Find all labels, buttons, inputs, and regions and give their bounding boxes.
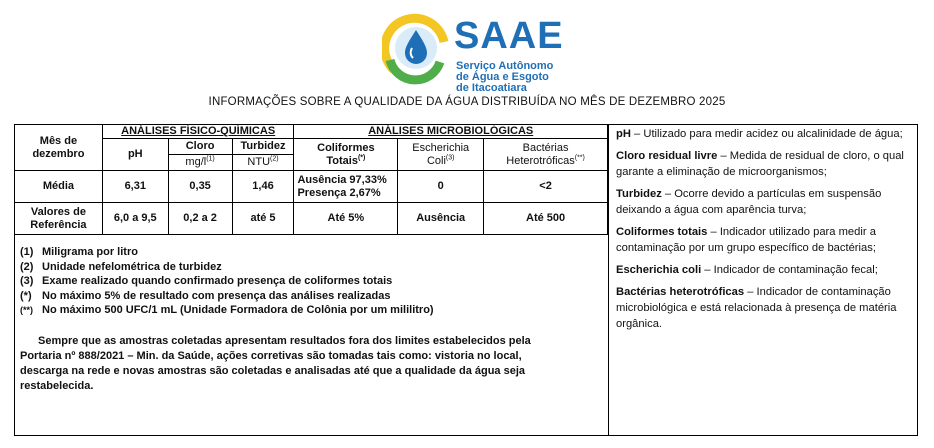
footnote-item (20, 274, 600, 289)
definition-term: pH (616, 128, 631, 140)
ref-bact: Até 500 (484, 203, 608, 235)
media-ecoli: 0 (398, 171, 484, 203)
bact-header-line2 (487, 155, 604, 168)
footnote-text: No máximo 5% de resultado com presença das análises realizadas (42, 289, 391, 302)
ref-label-line: Valores de (30, 205, 86, 218)
media-coliformes-ausencia: Ausência 97,33% (297, 173, 387, 186)
ecoli-header (398, 139, 484, 171)
footnote-text: No máximo 500 UFC/1 mL (Unidade Formadora de Colônia por um mililitro) (42, 304, 434, 316)
footnote-item (20, 245, 600, 260)
footnote-key: (2) (20, 260, 34, 273)
definition-item (616, 224, 911, 256)
media-cloro: 0,35 (168, 171, 232, 203)
definition-item (616, 186, 911, 218)
saae-logo (382, 8, 572, 94)
coliformes-header-line2 (297, 155, 394, 168)
ref-ecoli: Ausência (398, 203, 484, 235)
footnote-text: Unidade nefelométrica de turbidez (42, 260, 222, 273)
footnotes (20, 245, 600, 394)
definition-text: – Utilizado para medir acidez ou alcalinidade de água; (630, 128, 903, 140)
definition-item (616, 148, 911, 180)
ecoli-header-text: Coli (426, 154, 446, 167)
bact-header (484, 139, 608, 171)
footnote-item (20, 260, 600, 275)
footnote-key: (1) (20, 246, 34, 258)
definition-item (616, 284, 911, 332)
media-ph: 6,31 (102, 171, 168, 203)
definition-text: – Medida de residual de cloro, o qual garante a eliminação de microorganismos; (616, 150, 904, 178)
definition-item (616, 126, 911, 142)
ref-coliformes: Até 5% (294, 203, 398, 235)
water-drop-logo-icon (382, 8, 452, 90)
footnote-item (20, 289, 600, 304)
coliformes-ref: (*) (357, 153, 366, 161)
water-quality-table (14, 124, 608, 235)
table-row (15, 171, 608, 203)
definitions-panel (608, 124, 918, 436)
footnote-key: (*) (20, 289, 32, 302)
coliformes-header (294, 139, 398, 171)
media-bact: <2 (484, 171, 608, 203)
ref-cloro: 0,2 a 2 (168, 203, 232, 235)
media-coliformes-presenca: Presença 2,67% (297, 186, 381, 199)
brand-name: SAAE (454, 15, 564, 57)
definition-term: Escherichia coli (616, 264, 702, 276)
turbidez-header: Turbidez (232, 139, 294, 155)
bact-header-text: Heterotróficas (506, 154, 575, 167)
ref-turbidez: até 5 (232, 203, 294, 235)
definition-term: Turbidez (616, 188, 662, 200)
cloro-unit (168, 155, 232, 171)
turbidez-unit (232, 155, 294, 171)
media-label: Média (15, 171, 103, 203)
footnote-item (20, 303, 600, 318)
brand-subtitle-line: Serviço Autônomo (456, 60, 554, 72)
ecoli-ref: (3) (445, 153, 455, 161)
corrective-actions-paragraph: Sempre que as amostras coletadas apresentam resultados fora dos limites estabelecidos pela Portaria nº 888/2021 – Min. da Saúde, ações corretivas são tomadas tais como: vistoria no local, descarga na rede e novas amostras são coletadas e analisadas até que a qualidade da água seja restabelecida. (20, 334, 531, 392)
table-row (15, 203, 608, 235)
media-turbidez: 1,46 (232, 171, 294, 203)
media-coliformes (294, 171, 398, 203)
ref-label-line: Referência (30, 218, 87, 231)
brand-subtitle-line: de Itacoatiara (456, 82, 527, 94)
ph-header: pH (102, 139, 168, 171)
turbidez-unit-text: NTU (247, 156, 271, 168)
definition-term: Bactérias heterotróficas (616, 286, 745, 298)
definition-text: – Indicador utilizado para medir a contaminação por um grupo específico de bactérias; (616, 226, 876, 254)
ref-ph: 6,0 a 9,5 (102, 203, 168, 235)
cloro-unit-text: mg/l (185, 156, 207, 168)
ecoli-header-line: Escherichia (412, 141, 470, 154)
definition-text: – Ocorre devido a partículas em suspensão deixando a água com aparência turva; (616, 188, 882, 216)
cloro-unit-ref: (1) (206, 155, 215, 163)
definition-item (616, 262, 911, 278)
coliformes-header-text: Totais (326, 154, 358, 167)
bact-header-line: Bactérias (522, 141, 569, 154)
footnote-text: Miligrama por litro (42, 246, 138, 258)
turbidez-unit-ref: (2) (270, 155, 279, 163)
definition-text: – Indicador de contaminação microbiológica e está relacionada à presença de matéria orgânica. (616, 286, 897, 330)
cloro-header: Cloro (168, 139, 232, 155)
group-fq-header: ANÁLISES FÍSICO-QUÍMICAS (102, 125, 294, 139)
brand-subtitle-line: de Água e Esgoto (456, 71, 549, 83)
month-header-text: Mês de dezembro (32, 134, 85, 160)
definition-term: Coliformes totais (616, 226, 708, 238)
month-header (15, 125, 103, 171)
definition-text: – Indicador de contaminação fecal; (701, 264, 878, 276)
footnote-key: (**) (20, 305, 33, 315)
definition-term: Cloro residual livre (616, 150, 718, 162)
footnote-key: (3) (20, 275, 34, 287)
page-title: INFORMAÇÕES SOBRE A QUALIDADE DA ÁGUA DISTRIBUÍDA NO MÊS DE DEZEMBRO 2025 (208, 96, 726, 108)
group-micro-header: ANÁLISES MICROBIOLÓGICAS (294, 125, 608, 139)
ecoli-header-line2 (401, 155, 480, 168)
footnote-text: Exame realizado quando confirmado presença de coliformes totais (42, 275, 393, 287)
bact-ref: (**) (574, 153, 585, 161)
ref-label (15, 203, 103, 235)
coliformes-header-line: Coliformes (317, 141, 375, 154)
